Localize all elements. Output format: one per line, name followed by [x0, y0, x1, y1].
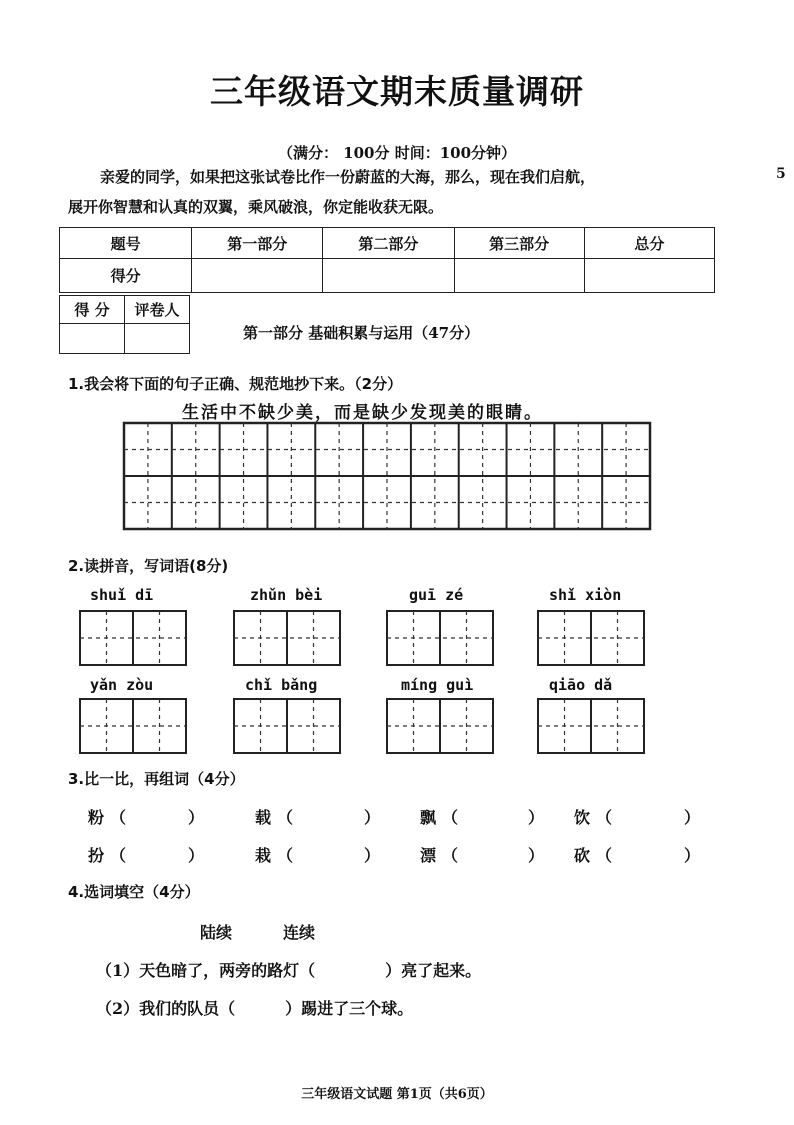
paren-close: ） — [684, 808, 701, 827]
grader-score-cell[interactable] — [60, 324, 125, 354]
word-option-2: 连续 — [283, 923, 316, 942]
compare-char: 饮 — [574, 808, 591, 827]
intro-line-1: 亲爱的同学，如果把这张试卷比作一份蔚蓝的大海，那么，现在我们启航， — [100, 168, 596, 186]
paren-open: （ — [596, 846, 613, 865]
word-grid-box — [387, 611, 493, 665]
compare-char: 载 — [255, 808, 272, 827]
paren-close: ） — [188, 846, 205, 865]
compare-char: 漂 — [420, 846, 437, 865]
word-grid-box — [234, 611, 340, 665]
question-3-prompt: 3.比一比，再组词（4分） — [68, 770, 245, 788]
paren-open: （ — [596, 808, 613, 827]
compare-char: 砍 — [574, 846, 591, 865]
fill-item-1-start: （1）天色暗了，两旁的路灯（ — [96, 961, 316, 980]
grader-name-cell[interactable] — [125, 324, 190, 354]
compare-row-2 — [88, 843, 728, 867]
score-table-col-total: 总分 — [584, 228, 714, 259]
copy-writing-grid[interactable] — [122, 421, 652, 531]
pinyin-1: shuǐ dī — [90, 586, 154, 604]
fill-item-2 — [96, 996, 413, 1019]
word-grid-box — [538, 611, 644, 665]
grader-score-label: 得 分 — [60, 296, 125, 324]
paren-close: ） — [528, 808, 545, 827]
paren-close: ） — [528, 846, 545, 865]
word-grid-box — [538, 699, 644, 753]
question-4-prompt: 4.选词填空（4分） — [68, 883, 200, 901]
intro-text — [68, 162, 708, 222]
paren-open: （ — [442, 808, 459, 827]
score-cell[interactable] — [323, 259, 454, 293]
exam-meta: （满分： 100分 时间：100分钟） — [277, 144, 517, 162]
score-cell[interactable] — [584, 259, 714, 293]
paren-close: ） — [188, 808, 205, 827]
grader-box — [59, 295, 190, 354]
paren-open: （ — [110, 808, 127, 827]
fill-item-1 — [96, 958, 481, 981]
score-table-header-label: 题号 — [60, 228, 192, 259]
word-grid-box — [80, 611, 186, 665]
paren-open: （ — [277, 808, 294, 827]
compare-char: 飘 — [420, 808, 437, 827]
pinyin-2: zhǔn bèi — [250, 586, 323, 604]
score-table-score-label: 得分 — [60, 259, 192, 293]
score-table — [59, 227, 715, 293]
paren-close: ） — [684, 846, 701, 865]
grader-name-label: 评卷人 — [125, 296, 190, 324]
section-1-title: 第一部分 基础积累与运用（47分） — [243, 324, 480, 342]
question-1-prompt: 1.我会将下面的句子正确、规范地抄下来。（2分） — [68, 375, 403, 393]
page-footer: 三年级语文试题 第1页（共6页） — [301, 1087, 493, 1102]
pinyin-5: yǎn zòu — [90, 676, 154, 694]
compare-char: 粉 — [88, 808, 105, 827]
word-grid-box — [387, 699, 493, 753]
word-grid-box — [80, 699, 186, 753]
score-cell[interactable] — [192, 259, 323, 293]
score-cell[interactable] — [454, 259, 584, 293]
paren-open: （ — [277, 846, 294, 865]
edge-mark: 5 — [776, 166, 786, 182]
paren-open: （ — [110, 846, 127, 865]
compare-char: 栽 — [255, 846, 272, 865]
pinyin-8: qiāo dǎ — [549, 676, 613, 694]
intro-line-2: 展开你智慧和认真的双翼，乘风破浪，你定能收获无限。 — [68, 198, 444, 216]
score-table-col-3: 第三部分 — [454, 228, 584, 259]
pinyin-7: míng guì — [401, 676, 474, 694]
pinyin-6: chǐ bǎng — [245, 676, 318, 694]
word-option-1: 陆续 — [200, 923, 233, 942]
paren-open: （ — [442, 846, 459, 865]
paren-close: ） — [364, 846, 381, 865]
fill-item-2-start: （2）我们的队员（ — [96, 999, 236, 1018]
score-table-col-2: 第二部分 — [323, 228, 454, 259]
page-title: 三年级语文期末质量调研 — [210, 72, 584, 111]
pinyin-4: shǐ xiòn — [549, 586, 622, 604]
question-2-prompt: 2.读拼音，写词语(8分) — [68, 557, 229, 575]
score-table-col-1: 第一部分 — [192, 228, 323, 259]
fill-item-2-end: ）踢进了三个球。 — [285, 999, 414, 1018]
fill-item-1-end: ）亮了起来。 — [385, 961, 482, 980]
compare-row-1 — [88, 805, 728, 829]
compare-char: 扮 — [88, 846, 105, 865]
word-grid-box — [234, 699, 340, 753]
pinyin-3: guī zé — [409, 586, 464, 604]
question-1-sentence: 生活中不缺少美，而是缺少发现美的眼睛。 — [182, 403, 543, 423]
paren-close: ） — [364, 808, 381, 827]
